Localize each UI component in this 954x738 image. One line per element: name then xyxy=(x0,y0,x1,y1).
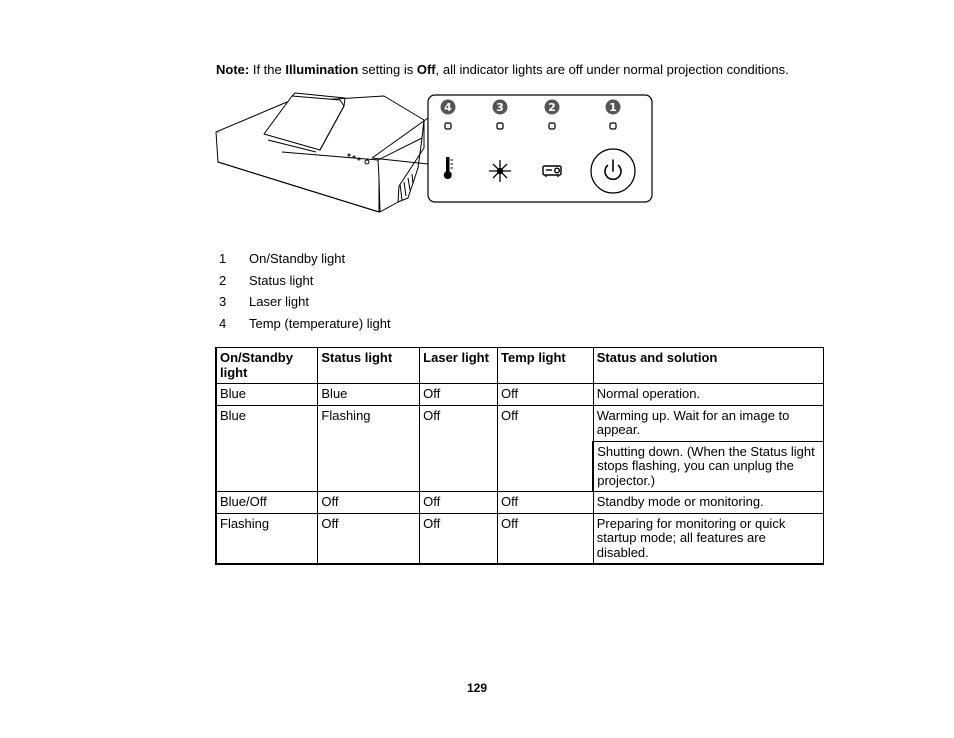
cell-status: Off xyxy=(318,513,420,564)
callout-1 xyxy=(606,100,621,115)
legend-label: Laser light xyxy=(249,294,309,309)
cell-status: Flashing xyxy=(318,405,420,492)
svg-text:2: 2 xyxy=(548,101,556,114)
cell-temp: Off xyxy=(498,384,594,406)
indicator-status-table xyxy=(215,347,824,565)
table-row xyxy=(216,405,824,441)
header-temp: Temp light xyxy=(498,348,594,384)
cell-temp: Off xyxy=(498,513,594,564)
svg-text:4: 4 xyxy=(444,101,452,114)
cell-laser: Off xyxy=(420,492,498,514)
on-standby-lamp xyxy=(610,123,616,129)
legend-number: 1 xyxy=(219,251,227,266)
table-row xyxy=(216,492,824,514)
note-setting-value: Off xyxy=(416,62,436,77)
cell-status: Off xyxy=(318,492,420,514)
header-laser: Laser light xyxy=(420,348,498,384)
laser-lamp xyxy=(497,123,503,129)
callout-2 xyxy=(545,100,560,115)
legend-number: 3 xyxy=(219,294,227,309)
cell-laser: Off xyxy=(420,513,498,564)
status-lamp xyxy=(549,123,555,129)
note-label: Note: xyxy=(216,62,250,77)
table-row xyxy=(216,384,824,406)
cell-solution: Warming up. Wait for an image to appear. xyxy=(593,405,823,441)
cell-laser: Off xyxy=(420,384,498,406)
projector-illustration xyxy=(216,93,424,212)
note-setting-name: Illumination xyxy=(285,62,359,77)
cell-temp: Off xyxy=(498,492,594,514)
callout-4 xyxy=(441,100,456,115)
header-solution: Status and solution xyxy=(593,348,823,384)
cell-on-standby: Flashing xyxy=(216,513,318,564)
temp-lamp xyxy=(445,123,451,129)
cell-solution: Preparing for monitoring or quick startup mode; all features are disabled. xyxy=(593,513,823,564)
cell-laser: Off xyxy=(420,405,498,492)
legend-label: Temp (temperature) light xyxy=(249,315,391,331)
note-text-2: setting is xyxy=(358,62,417,77)
cell-temp: Off xyxy=(498,405,594,492)
power-button[interactable] xyxy=(591,149,635,193)
note-text-1: If the xyxy=(249,62,286,77)
svg-text:1: 1 xyxy=(609,101,617,114)
cell-solution: Shutting down. (When the Status light stops flashing, you can unplug the projector.) xyxy=(593,441,823,492)
legend-label: Status light xyxy=(249,272,314,288)
callout-3 xyxy=(493,100,508,115)
cell-on-standby: Blue xyxy=(216,405,318,492)
cell-solution: Standby mode or monitoring. xyxy=(593,492,823,514)
cell-on-standby: Blue/Off xyxy=(216,492,318,514)
header-on-standby: On/Standby light xyxy=(216,348,318,384)
svg-text:3: 3 xyxy=(496,101,504,114)
table-row xyxy=(216,513,824,564)
cell-solution: Normal operation. xyxy=(593,384,823,406)
note-text-3: , all indicator lights are off under normal projection conditions. xyxy=(435,62,789,77)
legend-label: On/Standby light xyxy=(249,251,346,266)
legend-number: 4 xyxy=(219,315,227,331)
table-header-row xyxy=(216,348,824,384)
header-status: Status light xyxy=(318,348,420,384)
projector-indicator-figure xyxy=(212,90,657,220)
legend-number: 2 xyxy=(219,272,227,288)
cell-on-standby: Blue xyxy=(216,384,318,406)
note-paragraph xyxy=(216,62,789,78)
cell-status: Blue xyxy=(318,384,420,406)
page-number: 129 xyxy=(466,681,488,695)
